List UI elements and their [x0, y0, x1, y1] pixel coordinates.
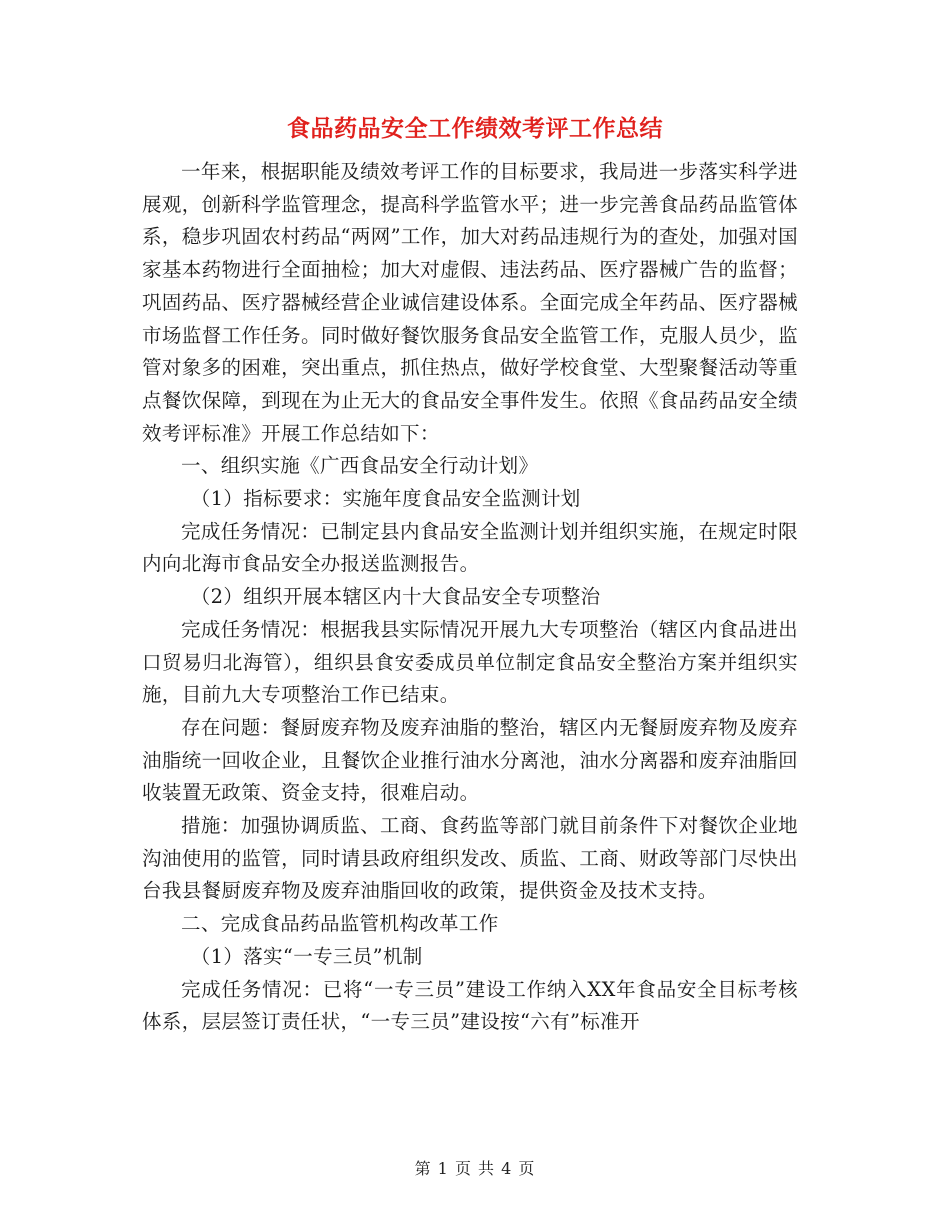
- paragraph-measures: 措施：加强协调质监、工商、食药监等部门就目前条件下对餐饮企业地沟油使用的监管，同时请县政府组织发改、质监、工商、财政等部门尽快出台我县餐厨废弃物及废弃油脂回收的政策，提供资金及技术支持。: [142, 814, 798, 903]
- page-number-footer: 第 1 页 共 4 页: [414, 1159, 536, 1178]
- document-body: [142, 156, 798, 1039]
- sub-item-1-2: （2）组织开展本辖区内十大食品安全专项整治: [190, 585, 601, 609]
- document-title: 食品药品安全工作绩效考评工作总结: [287, 116, 663, 142]
- sub-item-2-1: （1）落实“一专三员”机制: [190, 944, 423, 968]
- section-heading-2: 二、完成食品药品监管机构改革工作: [181, 912, 499, 936]
- paragraph-intro: 一年来，根据职能及绩效考评工作的目标要求，我局进一步落实科学进展观，创新科学监管理念，提高科学监管水平；进一步完善食品药品监管体系，稳步巩固农村药品“两网”工作，加大对药品违规行为的查处，加强对国家基本药物进行全面抽检；加大对虚假、违法药品、医疗器械广告的监督；巩固药品、医疗器械经营企业诚信建设体系。全面完成全年药品、医疗器械市场监督工作任务。同时做好餐饮服务食品安全监管工作，克服人员少，监管对象多的困难，突出重点，抓住热点，做好学校食堂、大型聚餐活动等重点餐饮保障，到现在为止无大的食品安全事件发生。依照《食品药品安全绩效考评标准》开展工作总结如下：: [142, 160, 798, 445]
- paragraph-completion-2-1: 完成任务情况：已将“一专三员”建设工作纳入XX年食品安全目标考核体系，层层签订责任状，“一专三员”建设按“六有”标准开: [142, 977, 798, 1034]
- section-heading-1: 一、组织实施《广西食品安全行动计划》: [181, 454, 539, 478]
- sub-item-1-1: （1）指标要求：实施年度食品安全监测计划: [190, 487, 581, 511]
- paragraph-completion-1-1: 完成任务情况：已制定县内食品安全监测计划并组织实施，在规定时限内向北海市食品安全办报送监测报告。: [142, 519, 798, 576]
- paragraph-problems: 存在问题：餐厨废弃物及废弃油脂的整治，辖区内无餐厨废弃物及废弃油脂统一回收企业，且餐饮企业推行油水分离池，油水分离器和废弃油脂回收装置无政策、资金支持，很难启动。: [142, 715, 798, 805]
- paragraph-completion-1-2: 完成任务情况：根据我县实际情况开展九大专项整治（辖区内食品进出口贸易归北海管），组织县食安委成员单位制定食品安全整治方案并组织实施，目前九大专项整治工作已结束。: [142, 617, 798, 707]
